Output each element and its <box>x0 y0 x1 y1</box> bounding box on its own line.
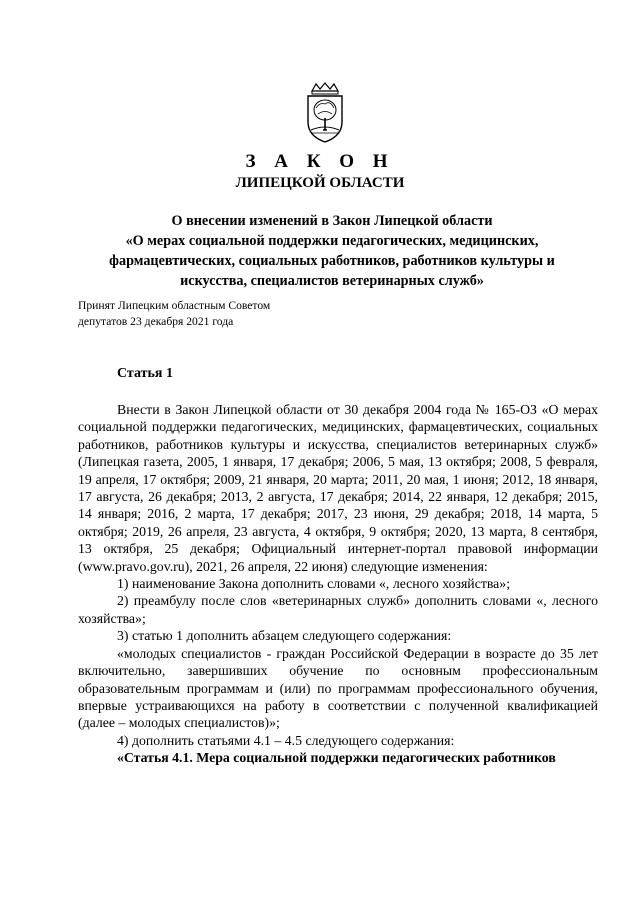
article-body <box>78 401 598 767</box>
heading-line: «О мерах социальной поддержки педагогических, медицинских, <box>125 233 539 249</box>
heading-line: О внесении изменений в Закон Липецкой области <box>171 213 493 229</box>
heading-line: фармацевтических, социальных работников, работников культуры и <box>109 253 555 269</box>
adoption-note <box>78 298 270 330</box>
document-title: З А К О Н <box>245 151 395 172</box>
adoption-line: Принят Липецким областным Советом <box>78 299 271 312</box>
body-paragraph: 1) наименование Закона дополнить словами «, лесного хозяйства»; <box>117 576 511 592</box>
coat-of-arms-emblem <box>300 82 350 144</box>
article-title: Статья 1 <box>117 366 173 381</box>
body-paragraph: 4) дополнить статьями 4.1 – 4.5 следующего содержания: <box>117 732 455 748</box>
heading-line: искусства, специалистов ветеринарных служб» <box>180 273 484 289</box>
body-paragraph: 2) преамбулу после слов «ветеринарных служб» дополнить словами «, лесного хозяйства»; <box>78 593 598 626</box>
law-heading <box>72 211 592 291</box>
body-paragraph: «молодых специалистов - граждан Российской Федерации в возрасте до 35 лет включительно, завершивших обучение по основным профессиональным образовательным программам и (или) по программам профессионального обучения, впервые устраивающихся на работу в соответствии с полученной квалификацией (далее – молодых специалистов)»; <box>78 645 598 731</box>
body-paragraph-bold: «Статья 4.1. Мера социальной поддержки педагогических работников <box>117 750 556 766</box>
body-paragraph: Внести в Закон Липецкой области от 30 декабря 2004 года № 165-ОЗ «О мерах социальной поддержки педагогических, медицинских, фармацевтических, социальных работников, работников культуры и искусства, специалистов ветеринарных служб» (Липецкая газета, 2005, 1 января, 17 декабря; 2006, 5 мая, 13 октября; 2008, 5 февраля, 19 апреля, 17 октября; 2009, 21 января, 20 марта; 2011, 20 мая, 1 июня; 2012, 18 января, 17 августа, 26 декабря; 2013, 2 августа, 17 декабря; 2014, 22 января, 12 декабря; 2015, 14 января; 2016, 2 марта, 17 декабря; 2017, 23 июня, 29 декабря; 2018, 14 марта, 5 октября; 2019, 26 апреля, 23 августа, 4 октября, 9 октября; 2020, 13 марта, 8 сентября, 13 октября, 25 декабря; Официальный интернет-портал правовой информации (www.pravo.gov.ru), 2021, 26 апреля, 22 июня) следующие изменения: <box>78 402 598 574</box>
document-subtitle: ЛИПЕЦКОЙ ОБЛАСТИ <box>235 175 405 191</box>
body-paragraph: 3) статью 1 дополнить абзацем следующего содержания: <box>117 628 452 644</box>
adoption-line: депутатов 23 декабря 2021 года <box>78 315 234 328</box>
